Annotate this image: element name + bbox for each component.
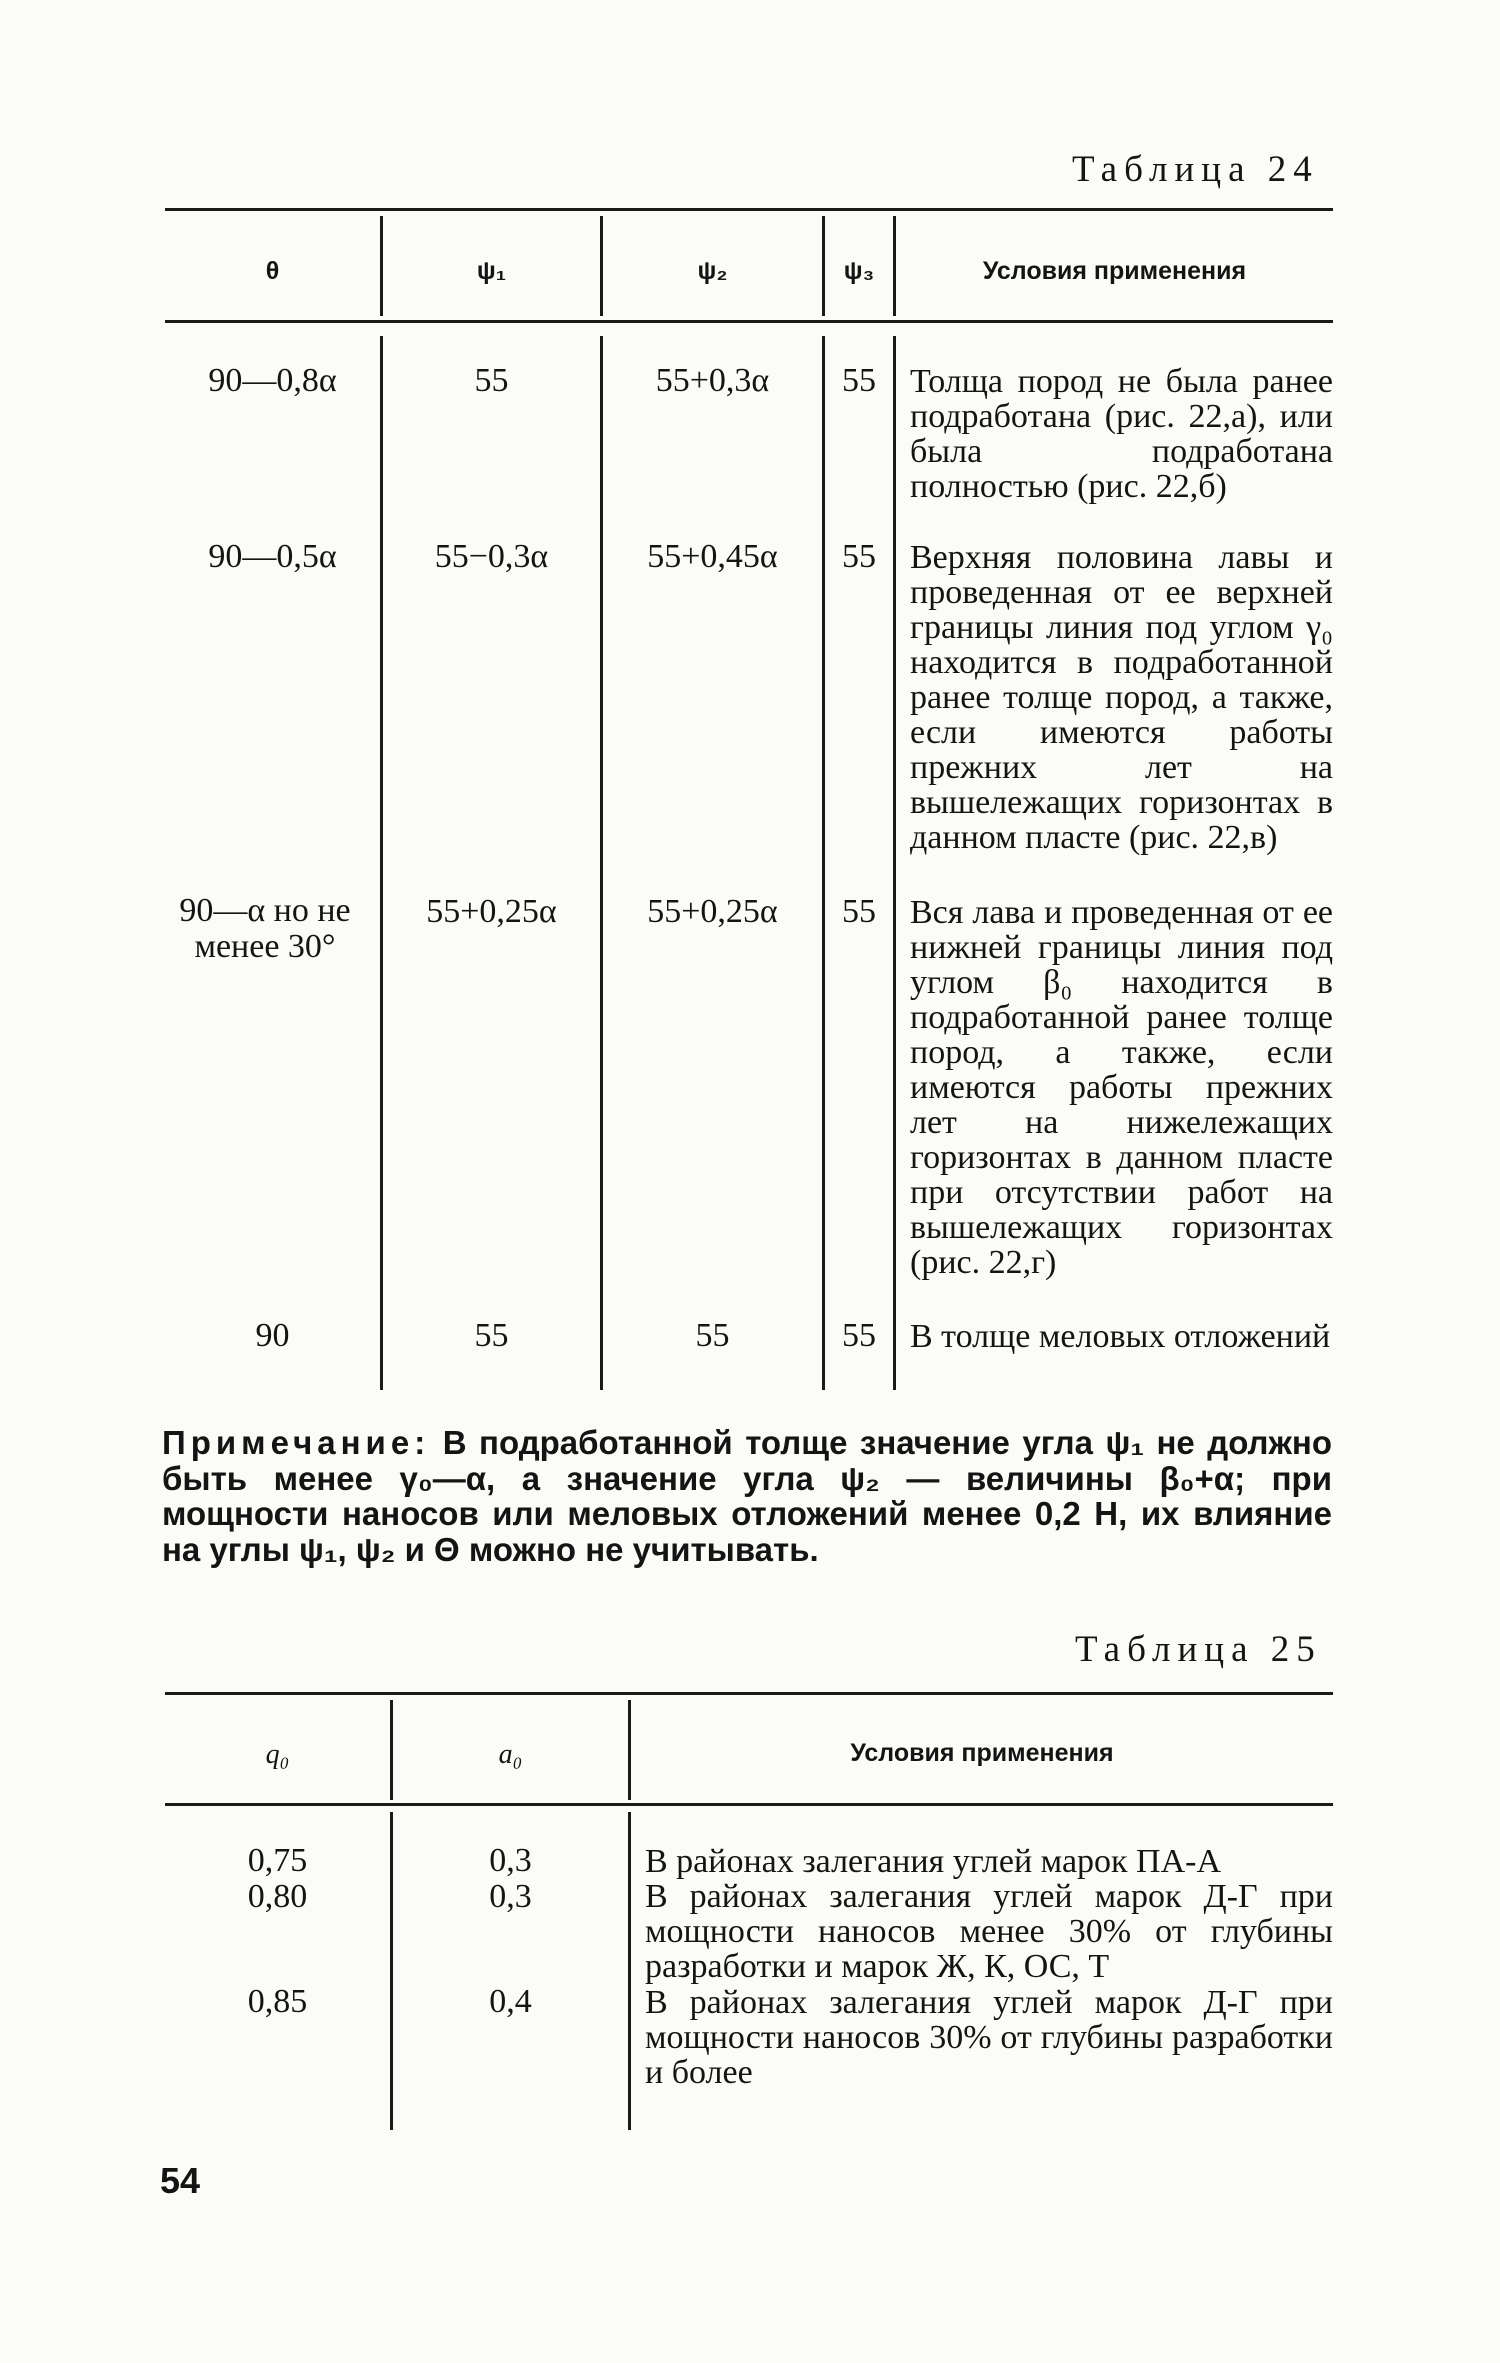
table-25-cell-a0: 0,3 — [489, 1878, 532, 1915]
table-24-cell-psi2: 55 — [695, 1317, 730, 1354]
table-24-cell-psi3: 55 — [842, 538, 876, 575]
table-24-cell-theta: 90—0,5α — [208, 538, 337, 575]
page-number: 54 — [160, 2160, 201, 2201]
table-25-header-a0: a₀ — [498, 1739, 523, 1770]
table-24-cell-psi2: 55+0,3α — [655, 362, 770, 399]
table-24-caption: Таблица 24 — [1072, 149, 1319, 190]
table-25-header-condition: Условия применения — [850, 1739, 1114, 1767]
table-25-col-divider — [628, 1812, 631, 2130]
note-label: Примечание: — [162, 1424, 431, 1461]
table-25-header-q0: q₀ — [265, 1739, 290, 1770]
table-24-header-psi3: ψ₃ — [843, 257, 875, 285]
table-25-cell-condition: В районах залегания углей марок Д-Г при мощности наносов 30% от глубины разработки и более — [645, 1984, 1333, 2091]
table-24-cell-psi3: 55 — [842, 362, 876, 399]
table-24-header-psi1: ψ₁ — [476, 257, 507, 285]
table-25-cell-q0: 0,85 — [247, 1983, 308, 2020]
table-24-cell-psi1: 55 — [474, 362, 509, 399]
table-25-top-rule — [165, 1692, 1333, 1695]
table-24-cell-psi2: 55+0,25α — [647, 893, 778, 930]
table-24-cell-theta: 90 — [255, 1317, 290, 1354]
table-25-caption: Таблица 25 — [1075, 1629, 1322, 1670]
table-25-header-rule — [165, 1803, 1333, 1806]
table-24-header-rule — [165, 320, 1333, 323]
table-25-cell-q0: 0,75 — [247, 1842, 308, 1879]
table-25-cell-q0: 0,80 — [247, 1878, 308, 1915]
table-24-cell-condition: Вся лава и проведенная от ее нижней границы линия под углом β₀ находится в подработанной ранее толще пород, а также, если имеются работы прежних лет на нижележащих горизонтах в данном пласте при отсутствии работ на вышележащих горизонтах (рис. 22,г) — [910, 894, 1333, 1281]
table-25-cell-a0: 0,3 — [489, 1842, 532, 1879]
table-24-col-divider — [600, 336, 603, 1390]
table-24-top-rule — [165, 208, 1333, 211]
table-24-header-psi2: ψ₂ — [697, 257, 728, 285]
table-24-col-divider — [380, 336, 383, 1390]
table-24-header-theta: θ — [265, 257, 280, 285]
table-24-cell-condition: Верхняя половина лавы и проведенная от ее верхней границы линия под углом γ₀ находится в подработанной ранее толще пород, а также, если имеются работы прежних лет на вышележащих горизонтах в данном пласте (рис. 22,в) — [910, 539, 1333, 856]
table-24-cell-psi2: 55+0,45α — [647, 538, 778, 575]
table-24-cell-theta: 90—α но не менее 30° — [179, 892, 351, 965]
table-25-cell-a0: 0,4 — [489, 1983, 532, 2020]
table-24-cell-psi3: 55 — [842, 893, 876, 930]
note-text: В подработанной толще значение угла ψ₁ не должно быть менее γ₀—α, а значение угла ψ₂ — величины β₀+α; при мощности наносов или меловых отложений менее 0,2 H, их влияние на углы ψ₁, ψ₂ и Θ можно не учитывать. — [162, 1424, 1333, 1568]
table-24-cell-psi1: 55 — [474, 1317, 509, 1354]
table-24-col-divider — [822, 336, 825, 1390]
table-24-col-divider — [893, 336, 896, 1390]
table-24-cell-theta: 90—0,8α — [208, 362, 337, 399]
table-24-cell-psi3: 55 — [842, 1317, 876, 1354]
table-24-note — [162, 1425, 1332, 1567]
table-24-header-condition: Условия применения — [982, 257, 1247, 285]
table-24-cell-condition: Толща пород не была ранее подработана (рис. 22,а), или была подработана полностью (рис. 22,б) — [910, 363, 1333, 505]
table-24-cell-psi1: 55−0,3α — [434, 538, 549, 575]
table-24-cell-condition: В толще меловых отложений — [910, 1318, 1331, 1355]
table-25-cell-condition: В районах залегания углей марок Д-Г при мощности наносов менее 30% от глубины разработки и марок Ж, К, ОС, Т — [645, 1878, 1333, 1985]
table-24-cell-psi1: 55+0,25α — [426, 893, 557, 930]
table-25-cell-condition: В районах залегания углей марок ПА-А — [645, 1843, 1222, 1880]
